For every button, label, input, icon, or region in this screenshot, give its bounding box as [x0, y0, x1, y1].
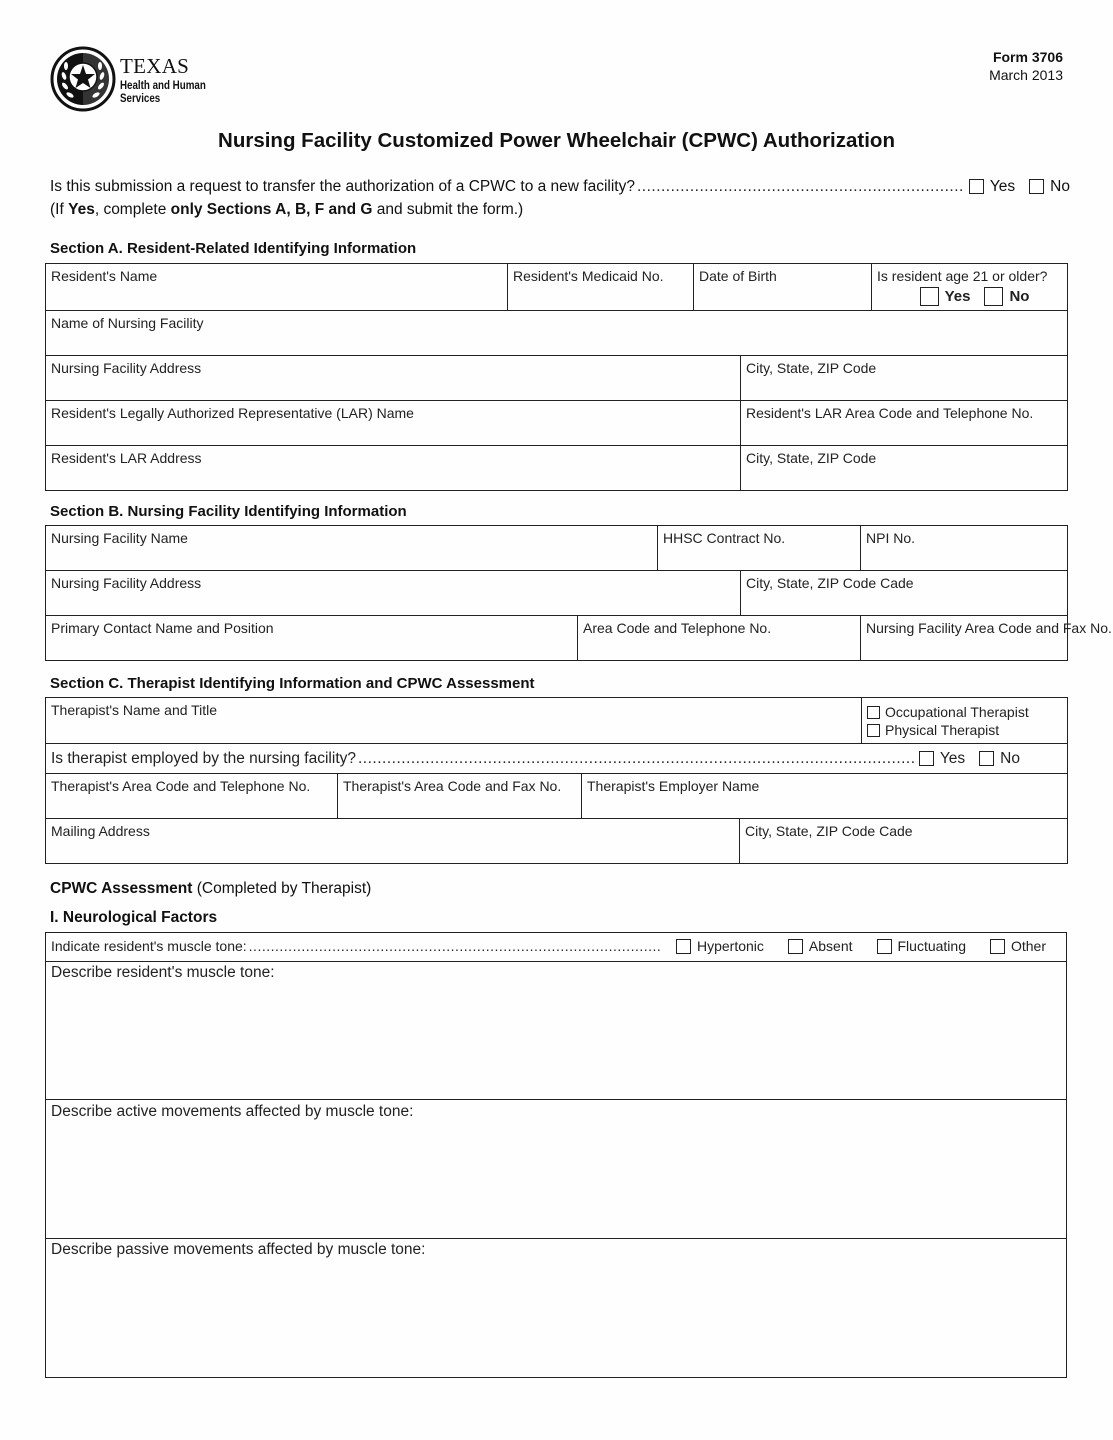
describe-active-textarea[interactable] [51, 1120, 1061, 1225]
npi-cell: NPI No. [861, 526, 1068, 571]
b-fax-input[interactable] [866, 637, 1062, 655]
therapist-type-cell [862, 698, 1068, 744]
tone-fluctuating-option[interactable]: Fluctuating [877, 938, 966, 955]
lar-name-input[interactable] [51, 422, 735, 440]
primary-contact-cell: Primary Contact Name and Position [46, 616, 578, 661]
facility-city-input[interactable] [746, 377, 1062, 395]
tone-fluctuating-checkbox[interactable] [877, 939, 892, 954]
muscle-tone-question: Indicate resident's muscle tone: [51, 938, 247, 954]
physical-therapist-option[interactable]: Physical Therapist [867, 721, 1062, 739]
transfer-question-block [50, 175, 1070, 221]
lar-city-cell: City, State, ZIP Code [741, 446, 1068, 491]
employer-name-input[interactable] [587, 795, 1062, 813]
facility-name-input[interactable] [51, 332, 1062, 350]
texas-seal-star-icon [50, 46, 116, 112]
therapist-name-cell: Therapist's Name and Title [46, 698, 862, 744]
mailing-city-cell: City, State, ZIP Code Cade [740, 819, 1068, 864]
age-no-option[interactable]: No [984, 287, 1029, 306]
lar-name-cell: Resident's Legally Authorized Representative (LAR) Name [46, 401, 741, 446]
leader-dots [637, 175, 965, 198]
agency-logo [50, 46, 220, 114]
facility-address-input[interactable] [51, 377, 735, 395]
transfer-no-checkbox[interactable] [1029, 179, 1044, 194]
dob-cell: Date of Birth [694, 264, 872, 311]
therapist-phone-cell: Therapist's Area Code and Telephone No. [46, 774, 338, 819]
therapist-name-input[interactable] [51, 719, 856, 737]
hhsc-contract-input[interactable] [663, 547, 855, 565]
transfer-yes-checkbox[interactable] [969, 179, 984, 194]
b-facility-city-input[interactable] [746, 592, 1062, 610]
dob-input[interactable] [699, 285, 866, 303]
employed-yes-option[interactable]: Yes [919, 750, 965, 767]
section-a-heading: Section A. Resident-Related Identifying Information [50, 240, 417, 257]
b-phone-input[interactable] [583, 637, 855, 655]
neurological-table [45, 932, 1067, 1378]
section-c-heading: Section C. Therapist Identifying Information and CPWC Assessment [50, 675, 535, 692]
leader-dots [358, 750, 915, 767]
transfer-question: Is this submission a request to transfer the authorization of a CPWC to a new facility? [50, 178, 635, 195]
mailing-address-cell: Mailing Address [46, 819, 740, 864]
form-date: March 2013 [989, 67, 1063, 83]
facility-address-cell: Nursing Facility Address [46, 356, 741, 401]
b-fax-cell: Nursing Facility Area Code and Fax No. [861, 616, 1068, 661]
age-21-cell: Is resident age 21 or older? Yes No [872, 264, 1068, 311]
tone-hypertonic-checkbox[interactable] [676, 939, 691, 954]
b-facility-name-input[interactable] [51, 547, 652, 565]
tone-absent-option[interactable]: Absent [788, 938, 853, 955]
describe-tone-cell: Describe resident's muscle tone: [46, 962, 1067, 1100]
section-a-table [45, 263, 1068, 491]
b-facility-city-cell: City, State, ZIP Code Cade [741, 571, 1068, 616]
mailing-city-input[interactable] [745, 840, 1062, 858]
facility-name-cell: Name of Nursing Facility [46, 311, 1068, 356]
transfer-no-option[interactable]: No [1029, 175, 1070, 198]
primary-contact-input[interactable] [51, 637, 572, 655]
employed-no-checkbox[interactable] [979, 751, 994, 766]
logo-subtitle: Health and Human Services [120, 80, 206, 105]
muscle-tone-row [46, 933, 1067, 962]
employed-no-option[interactable]: No [979, 750, 1020, 767]
age-no-checkbox[interactable] [984, 287, 1003, 306]
section-c-table [45, 697, 1068, 864]
employer-name-cell: Therapist's Employer Name [582, 774, 1068, 819]
lar-address-cell: Resident's LAR Address [46, 446, 741, 491]
occupational-therapist-checkbox[interactable] [867, 706, 880, 719]
b-facility-address-cell: Nursing Facility Address [46, 571, 741, 616]
hhsc-contract-cell: HHSC Contract No. [658, 526, 861, 571]
describe-tone-textarea[interactable] [51, 981, 1061, 1086]
transfer-note: (If Yes, complete only Sections A, B, F and G and submit the form.) [50, 201, 524, 218]
neurological-factors-heading: I. Neurological Factors [50, 909, 218, 926]
logo-title: TEXAS [120, 54, 190, 78]
employed-question-cell [46, 744, 1068, 774]
therapist-fax-cell: Therapist's Area Code and Fax No. [338, 774, 582, 819]
b-phone-cell: Area Code and Telephone No. [578, 616, 861, 661]
lar-address-input[interactable] [51, 467, 735, 485]
therapist-phone-input[interactable] [51, 795, 332, 813]
npi-input[interactable] [866, 547, 1062, 565]
physical-therapist-checkbox[interactable] [867, 724, 880, 737]
leader-dots [249, 938, 660, 955]
employed-question: Is therapist employed by the nursing facility? [51, 750, 356, 767]
age-yes-option[interactable]: Yes [920, 287, 971, 306]
section-b-heading: Section B. Nursing Facility Identifying Information [50, 503, 407, 520]
medicaid-no-cell: Resident's Medicaid No. [508, 264, 694, 311]
occupational-therapist-option[interactable]: Occupational Therapist [867, 703, 1062, 721]
mailing-address-input[interactable] [51, 840, 734, 858]
tone-absent-checkbox[interactable] [788, 939, 803, 954]
tone-other-checkbox[interactable] [990, 939, 1005, 954]
b-facility-address-input[interactable] [51, 592, 735, 610]
resident-name-input[interactable] [51, 285, 502, 303]
describe-active-cell: Describe active movements affected by muscle tone: [46, 1100, 1067, 1239]
describe-passive-cell: Describe passive movements affected by muscle tone: [46, 1239, 1067, 1378]
tone-other-option[interactable]: Other [990, 938, 1046, 955]
assessment-heading: CPWC Assessment (Completed by Therapist) [50, 880, 372, 897]
b-facility-name-cell: Nursing Facility Name [46, 526, 658, 571]
medicaid-no-input[interactable] [513, 285, 688, 303]
page-title: Nursing Facility Customized Power Wheelchair (CPWC) Authorization [218, 129, 895, 152]
therapist-fax-input[interactable] [343, 795, 576, 813]
tone-hypertonic-option[interactable]: Hypertonic [676, 938, 764, 955]
facility-city-cell: City, State, ZIP Code [741, 356, 1068, 401]
resident-name-cell: Resident's Name [46, 264, 508, 311]
describe-passive-textarea[interactable] [51, 1258, 1061, 1363]
section-b-table [45, 525, 1112, 661]
lar-phone-cell: Resident's LAR Area Code and Telephone No. [741, 401, 1068, 446]
transfer-yes-option[interactable]: Yes [969, 175, 1015, 198]
age-yes-checkbox[interactable] [920, 287, 939, 306]
form-number: Form 3706 [992, 49, 1063, 65]
lar-phone-input[interactable] [746, 422, 1062, 440]
employed-yes-checkbox[interactable] [919, 751, 934, 766]
lar-city-input[interactable] [746, 467, 1062, 485]
form-identifier [989, 48, 1063, 84]
